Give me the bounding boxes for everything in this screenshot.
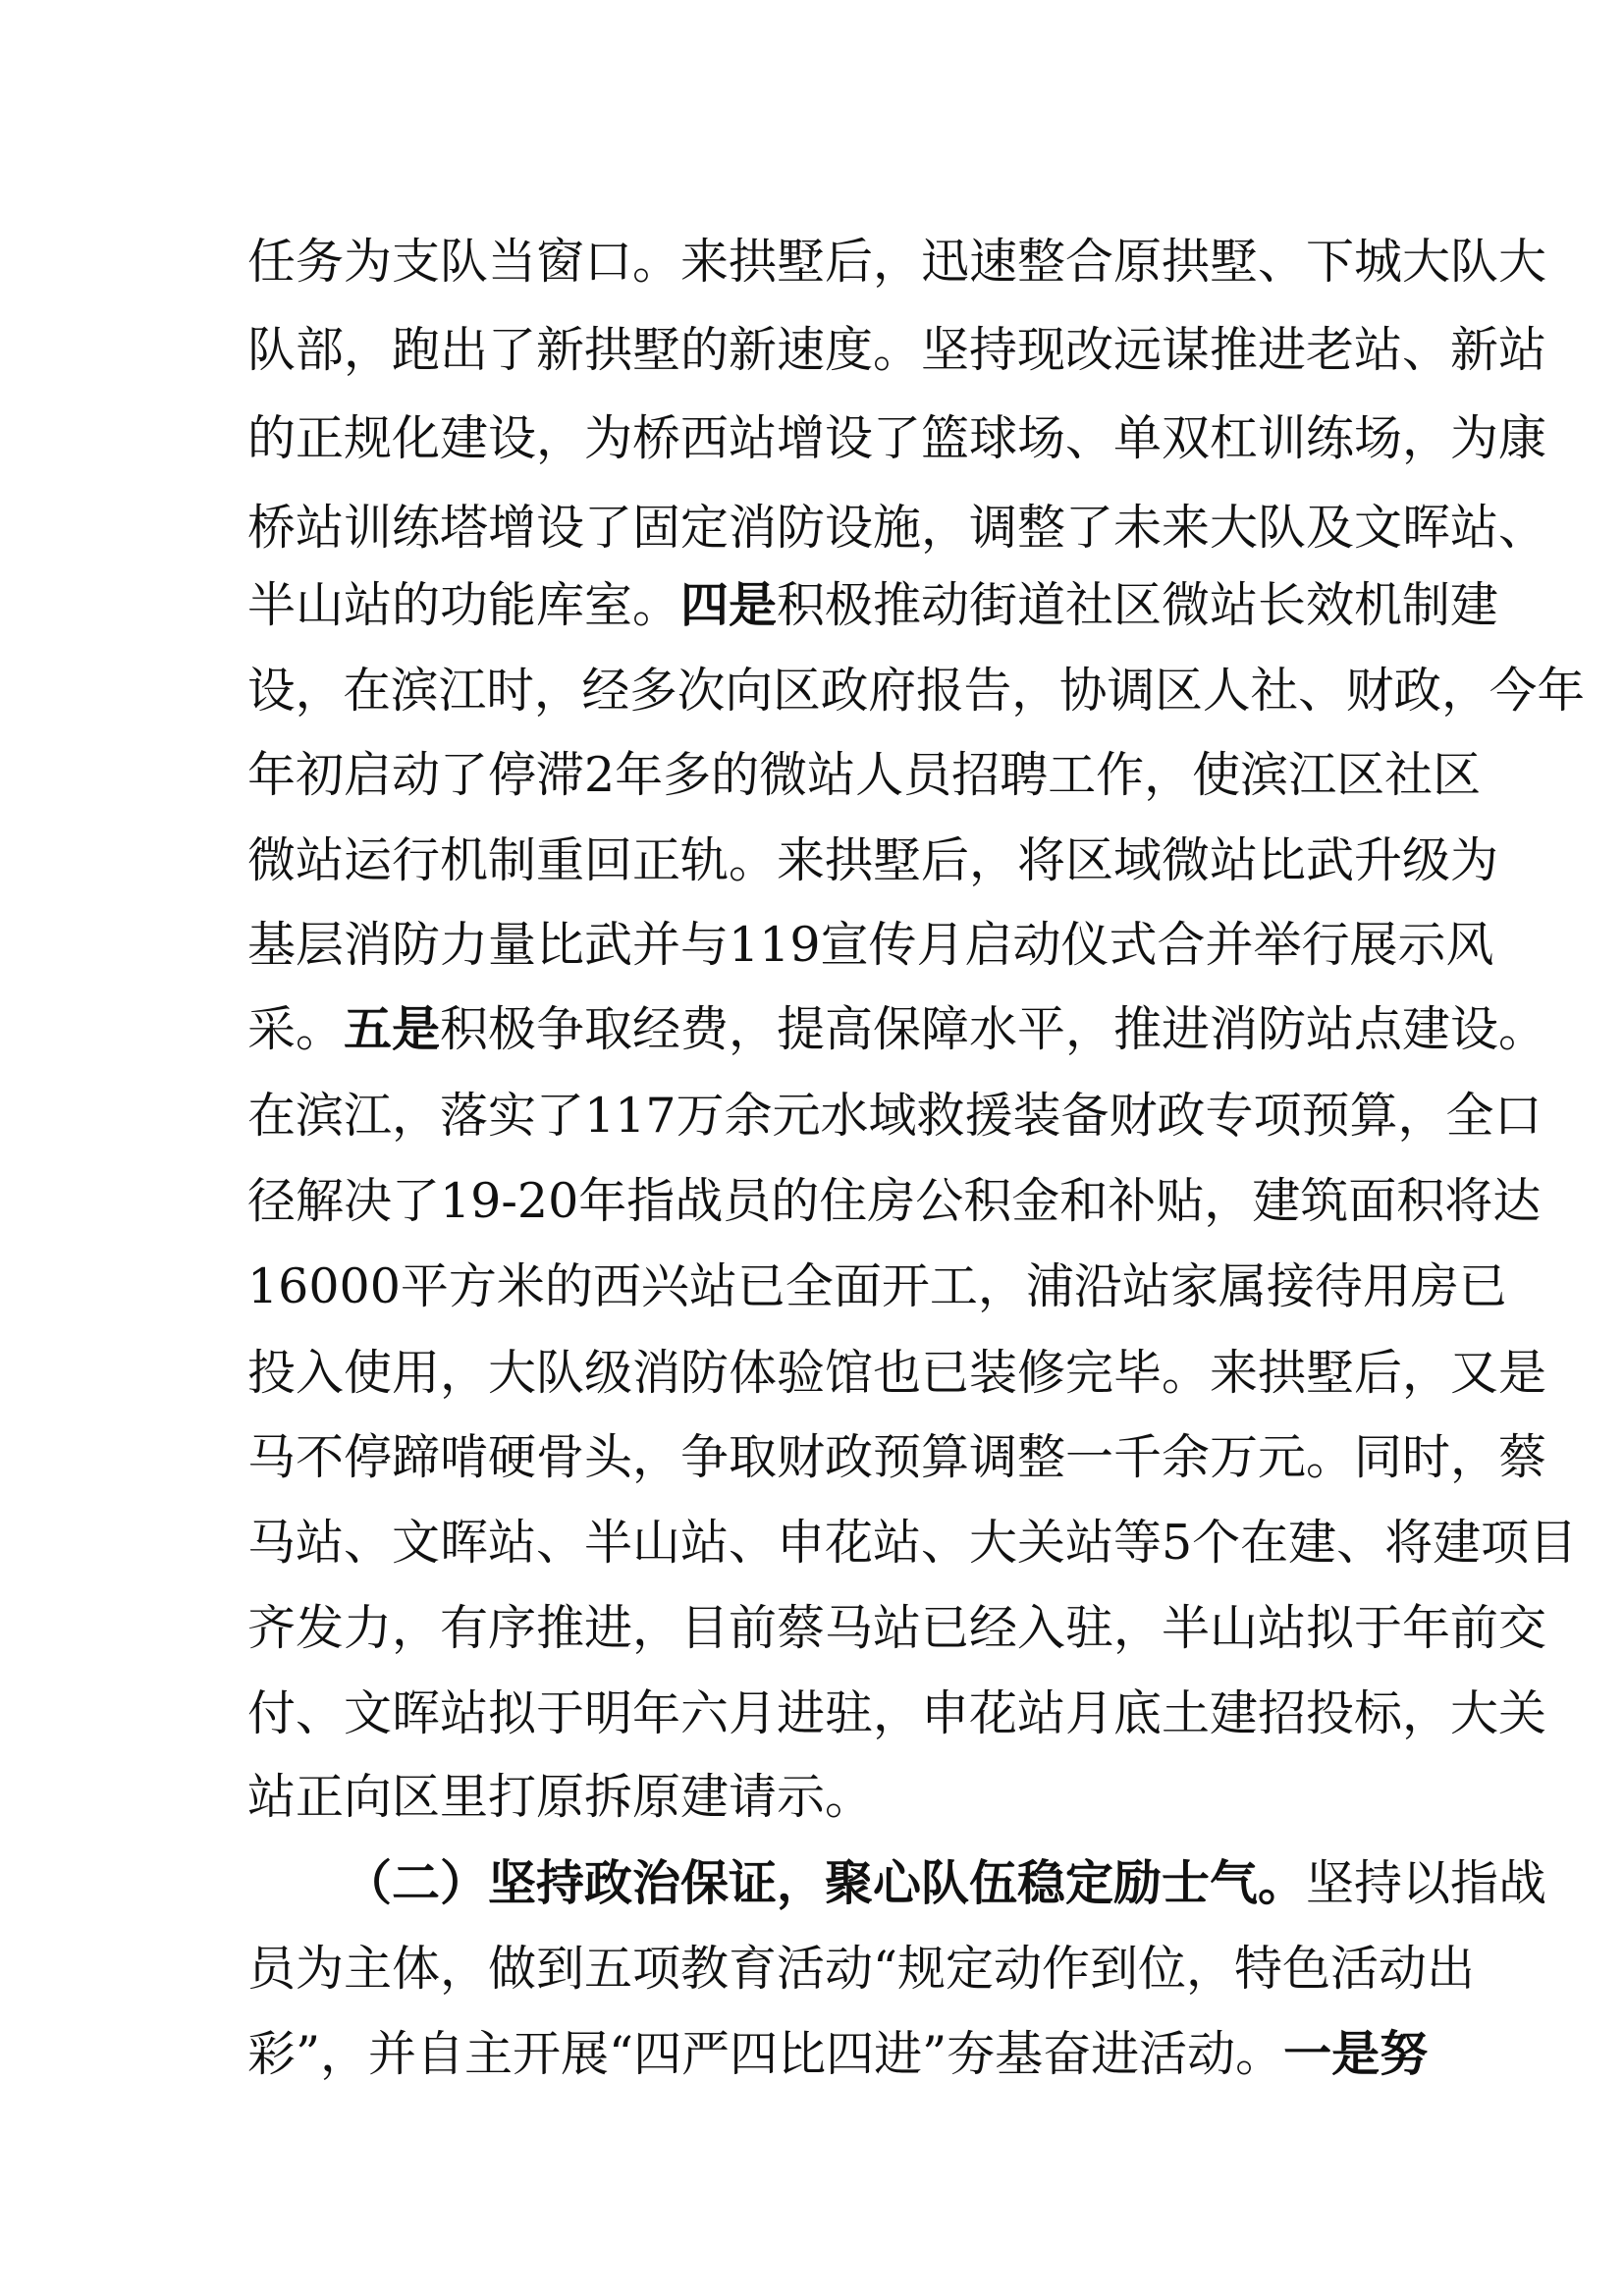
- text-line: 马站、文晖站、半山站、申花站、大关站等5个在建、将建项目: [247, 1515, 1578, 1571]
- text-line: [344, 1840, 1547, 1928]
- text-line: 设，在滨江时，经多次向区政府报告，协调区人社、财政，今年: [247, 663, 1586, 719]
- text-line: 的正规化建设，为桥西站增设了篮球场、单双杠训练场，为康: [247, 410, 1547, 466]
- text-line: 任务为支队当窗口。来拱墅后，迅速整合原拱墅、下城大队大: [247, 234, 1547, 290]
- text-line: 队部，跑出了新拱墅的新速度。坚持现改远谋推进老站、新站: [247, 322, 1547, 378]
- section-heading: （二）坚持政治保证，聚心队伍稳定励士气。: [344, 1855, 1307, 1911]
- text-line: 在滨江，落实了117万余元水域救援装备财政专项预算，全口: [247, 1088, 1543, 1144]
- emphasis-run: 四是: [680, 577, 778, 633]
- text-line: 齐发力，有序推进，目前蔡马站已经入驻，半山站拟于年前交: [247, 1600, 1547, 1656]
- text-line: 微站运行机制重回正轨。来拱墅后，将区域微站比武升级为: [247, 832, 1499, 888]
- text-run: 积极推动街道社区微站长效机制建: [777, 577, 1499, 633]
- text-line: 径解决了19-20年指战员的住房公积金和补贴，建筑面积将达: [247, 1173, 1542, 1229]
- text-line: 付、文晖站拟于明年六月进驻，申花站月底土建招投标，大关: [247, 1685, 1547, 1741]
- text-run: 采。: [247, 1001, 345, 1057]
- text-line: 站正向区里打原拆原建请示。: [247, 1769, 874, 1825]
- emphasis-run: 五是: [344, 1001, 441, 1057]
- text-run: 彩”，并自主开展“四严四比四进”夯基奋进活动。: [247, 2026, 1284, 2082]
- emphasis-run: 一是努: [1283, 2026, 1429, 2082]
- text-run: 坚持以指战: [1306, 1855, 1547, 1911]
- text-line: 投入使用，大队级消防体验馆也已装修完毕。来拱墅后，又是: [247, 1345, 1547, 1401]
- text-line: [247, 986, 1547, 1074]
- text-line: [247, 561, 1499, 650]
- text-line: 员为主体，做到五项教育活动“规定动作到位，特色活动出: [247, 1941, 1476, 1997]
- text-line: 马不停蹄啃硬骨头，争取财政预算调整一千余万元。同时，蔡: [247, 1429, 1547, 1485]
- text-run: 半山站的功能库室。: [247, 577, 681, 633]
- text-line: [247, 2010, 1429, 2099]
- text-run: 积极争取经费，提高保障水平，推进消防站点建设。: [440, 1001, 1547, 1057]
- text-line: 年初启动了停滞2年多的微站人员招聘工作，使滨江区社区: [247, 747, 1482, 803]
- text-line: 桥站训练塔增设了固定消防设施，调整了未来大队及文晖站、: [247, 500, 1547, 556]
- text-line: 基层消防力量比武并与119宣传月启动仪式合并举行展示风: [247, 917, 1494, 973]
- text-line: 16000平方米的西兴站已全面开工，浦沿站家属接待用房已: [247, 1258, 1507, 1314]
